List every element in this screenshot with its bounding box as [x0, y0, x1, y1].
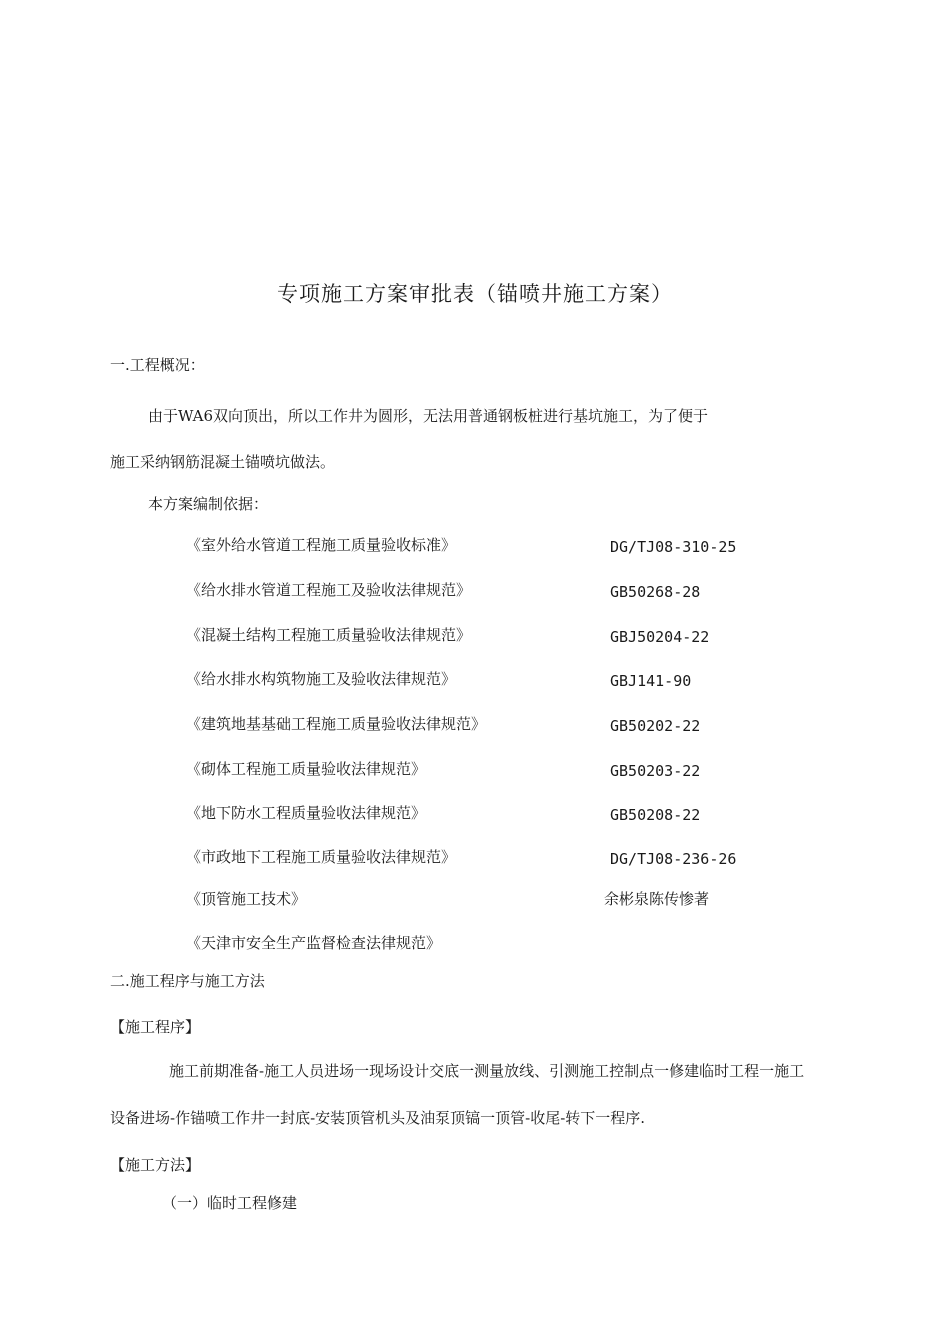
- reference-code: GB50208-22: [610, 806, 701, 824]
- reference-name: 《地下防水工程质量验收法律规范》: [186, 804, 427, 822]
- overview-paragraph-line-1: 由于WA6双向顶出，所以工作井为圆形，无法用普通钢板桩进行基坑施工，为了便于: [148, 407, 709, 425]
- reference-name: 《给水排水管道工程施工及验收法律规范》: [186, 581, 472, 599]
- reference-code: GB50268-28: [610, 583, 701, 601]
- reference-code: DG/TJ08-310-25: [610, 538, 737, 556]
- overview-paragraph-line-2: 施工采纳钢筋混凝土锚喷坑做法。: [110, 453, 336, 471]
- reference-name: 《砌体工程施工质量验收法律规范》: [186, 760, 427, 778]
- subsection-heading: （一）临时工程修建: [162, 1194, 298, 1212]
- procedure-label: 【施工程序】: [110, 1018, 201, 1036]
- procedure-line-1: 施工前期准备-施工人员进场一现场设计交底一测量放线、引测施工控制点一修建临时工程一施工: [169, 1062, 805, 1080]
- reference-code: GBJ50204-22: [610, 628, 710, 646]
- method-label: 【施工方法】: [110, 1156, 201, 1174]
- reference-name: 《给水排水构筑物施工及验收法律规范》: [186, 670, 457, 688]
- page-title: 专项施工方案审批表（锚喷井施工方案）: [277, 282, 673, 306]
- procedure-line-2: 设备进场-作锚喷工作井一封底-安装顶管机头及油泵顶镐一顶管-收尾-转下一程序.: [110, 1109, 646, 1127]
- reference-name: 《混凝土结构工程施工质量验收法律规范》: [186, 626, 472, 644]
- reference-code: GBJ141-90: [610, 672, 692, 690]
- reference-name: 《顶管施工技术》: [186, 890, 307, 908]
- basis-label: 本方案编制依据：: [148, 495, 269, 513]
- reference-name: 《建筑地基基础工程施工质量验收法律规范》: [186, 715, 487, 733]
- section-2-heading: 二.施工程序与施工方法: [110, 972, 265, 990]
- reference-name: 《室外给水管道工程施工质量验收标准》: [186, 536, 457, 554]
- reference-code: DG/TJ08-236-26: [610, 850, 737, 868]
- reference-code: GB50203-22: [610, 762, 701, 780]
- section-1-heading: 一.工程概况：: [110, 356, 205, 374]
- reference-author: 余彬泉陈传惨著: [604, 890, 710, 908]
- reference-name: 《天津市安全生产监督检查法律规范》: [186, 934, 442, 952]
- reference-name: 《市政地下工程施工质量验收法律规范》: [186, 848, 457, 866]
- reference-code: GB50202-22: [610, 717, 701, 735]
